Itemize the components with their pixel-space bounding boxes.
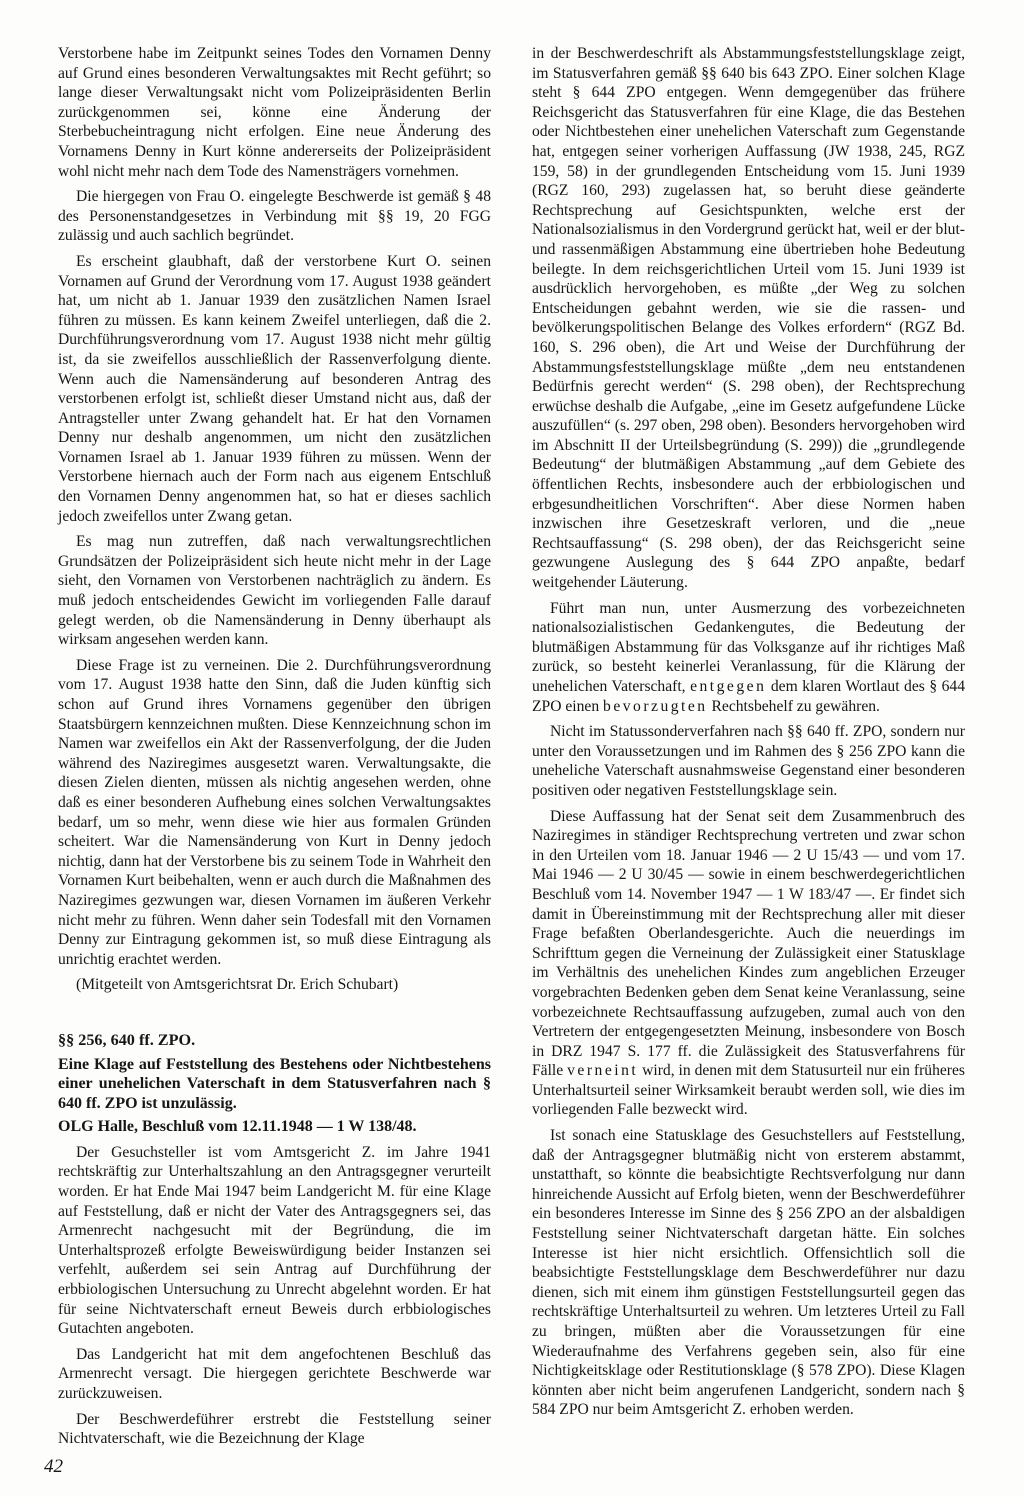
paragraph [532, 807, 965, 1121]
text-run: dem klaren Wortlaut des § 644 ZPO einen [532, 678, 965, 715]
page-number: 42 [44, 1456, 63, 1477]
text-run: Rechtsbehelf zu gewähren. [707, 697, 880, 715]
paragraph: in der Beschwerdeschrift als Abstammungsfeststellungsklage zeigt, im Statusverfahren gemäß §§ 640 bis 643 ZPO. Einer solchen Klage steht § 644 ZPO entgegen. Wenn demgegenüber das frühere Reichsgericht das Statusverfahren für eine Klage, die das Bestehen oder Nichtbestehen einer unehelichen Vaterschaft zum Gegenstande hat, entgegen seiner vorherigen Auffassung (JW 1938, 245, RGZ 159, 58) in der grundlegenden Entscheidung vom 15. Juni 1939 (RGZ 160, 293) zugelassen hat, so beruht diese geänderte Rechtsprechung auf Gesichtspunkten, welche erst der Nationalsozialismus in den Vordergrund gerückt hat, weil er der blut- und rassenmäßigen Abstammung eine übertrieben hohe Bedeutung beilegte. In dem reichsgerichtlichen Urteil vom 15. Juni 1939 ist ausdrücklich hervorgehoben, es müßte „der Weg zu solchen Entscheidungen gebahnt werden, wie sie die rassen- und bevölkerungspolitischen Belange des Volkes erfordern“ (RGZ Bd. 160, S. 296 oben), die Art und Weise der Durchführung der Abstammungsfeststellungsklage müßte „dem neu entstandenen Bedürfnis gerecht werden“ (S. 298 oben), der Rechtsprechung erwüchse deshalb die Aufgabe, „eine im Gesetz aufgefundene Lücke auszufüllen“ (s. 297 oben, 298 oben). Besonders hervorgehoben wird im Abschnitt II der Urteilsbegründung (S. 299)) die „grundlegende Bedeutung“ der blutmäßigen Abstammung „auf dem Gebiete des öffentlichen Rechts, insbesondere auch der erbbiologischen und erbgesundheitlichen Vorschriften“. Aber diese Normen haben inzwischen ihre Gesetzeskraft verloren, und die „neue Rechtsauffassung“ (S. 298 oben), der das Reichsgericht seine gezwungene Auslegung des § 644 ZPO anpaßte, bedarf weitgehender Läuterung. [532, 45, 965, 592]
paragraph: Es mag nun zutreffen, daß nach verwaltungsrechtlichen Grundsätzen der Polizeipräsident sich heute nicht mehr in der Lage sieht, den Vornamen von Verstorbenen nachträglich zu ändern. Es muß jedoch entscheidendes Gewicht im vorliegenden Falle darauf gelegt werden, ob die Namensänderung in Denny überhaupt als wirksam angesehen werden kann. [58, 533, 491, 649]
text-run: Diese Auffassung hat der Senat seit dem Zusammenbruch des Naziregimes in ständiger Rechtsprechung vertreten und zwar schon in den Urteilen vom 18. Januar 1946 — 2 U 15/43 — und vom 17. Mai 1946 — 2 U 30/45 — sowie in einem beschwerdegerichtlichen Beschluß vom 14. November 1947 — 1 W 183/47 —. Er findet sich damit in Übereinstimmung mit der Rechtsprechung aller mit dieser Frage befaßten Oberlandesgerichte. Auch die neuerdings im Schrifttum gegen die Verneinung der Zulässigkeit einer Statusklage im Verhältnis des unehelichen Kindes zum angeblichen Erzeuger vorgebrachten Bedenken geben dem Senat keine Veranlassung, seine vorbezeichnete Rechtsauffassung aufzugeben, zumal auch von den Vertretern der entgegengesetzten Meinung, insbesondere von Bosch in DRZ 1947 S. 177 ff. die Zulässigkeit des Statusverfahrens für Fälle [532, 807, 965, 1080]
paragraph: Es erscheint glaubhaft, daß der verstorbene Kurt O. seinen Vornamen auf Grund der Verordnung vom 17. August 1938 geändert hat, um nicht ab 1. Januar 1939 den zusätzlichen Namen Israel führen zu müssen. Es kann keinem Zweifel unterliegen, daß die 2. Durchführungsverordnung vom 17. August 1938 nicht mehr gültig ist, da sie zweifellos ausschließlich der Rassenverfolgung diente. Wenn auch die Namensänderung auf besonderen Antrag des verstorbenen erfolgt ist, schließt dieser Umstand nicht aus, daß der Antragsteller unter Zwang gehandelt hat. Er hat den Vornamen Denny nur deshalb angenommen, um nicht den zusätzlichen Vornamen Israel ab 1. Januar 1939 führen zu müssen. Wenn der Verstorbene hiernach auch der Form nach aus eigenem Entschluß den Vornamen Denny angenommen hat, so hat er dieses sachlich jedoch zweifellos unter Zwang getan. [58, 252, 491, 525]
paragraph: Nicht im Statussonderverfahren nach §§ 640 ff. ZPO, sondern nur unter den Voraussetzungen und im Rahmen des § 256 ZPO kann die uneheliche Vaterschaft ausnahmsweise Gegenstand einer besonderen positiven oder negativen Feststellungsklage sein. [532, 723, 965, 799]
emphasis-spaced: verneint [567, 1062, 639, 1080]
paragraph: Diese Frage ist zu verneinen. Die 2. Durchführungsverordnung vom 17. August 1938 hatte den Sinn, daß die Juden künftig sich schon auf Grund ihres Vornamens gegenüber den übrigen Staatsbürgern kennzeichnen mußten. Diese Kennzeichnung schon im Namen war zweifellos ein Akt der Rassenverfolgung, der die Juden während des Naziregimes ausgesetzt waren. Verwaltungsakte, die diesen Zielen dienten, müssen als nichtig angesehen werden, ohne daß es einer besonderen Aufhebung eines solchen Verwaltungsaktes bedarf, um so mehr, wenn diese wie hier aus formalen Gründen scheitert. War die Namensänderung von Kurt in Denny jedoch nichtig, dann hat der Verstorbene bis zu seinem Tode in Wahrheit den Vornamen Kurt beibehalten, wenn er auch durch die Maßnahmen des Naziregimes gezwungen war, diesen Vornamen im äußeren Verkehr nicht mehr zu führen. Wenn daher sein Todesfall mit den Vornamen Denny zur Eintragung gekommen ist, so muß diese Eintragung als unrichtig erachtet werden. [58, 656, 491, 968]
paragraph: Verstorbene habe im Zeitpunkt seines Todes den Vornamen Denny auf Grund eines besonderen Verwaltungsaktes mit Recht geführt; so lange dieser Verwaltungsakt nicht vom Polizeipräsidenten Berlin zurückgenommen sei, könne eine Änderung der Sterbebucheintragung nicht erfolgen. Eine neue Änderung des Vornamens Denny in Kurt könne andererseits der Polizeipräsident wohl nicht mehr nach dem Tode des Namensträgers vornehmen. [58, 45, 491, 180]
court-citation: OLG Halle, Beschluß vom 12.11.1948 — 1 W 138/48. [58, 1118, 417, 1136]
paragraph: Der Gesuchsteller ist vom Amtsgericht Z. im Jahre 1941 rechtskräftig zur Unterhaltszahlung an den Antragsgegner verurteilt worden. Er hat Ende Mai 1947 beim Landgericht M. für eine Klage auf Feststellung, daß er nicht der Vater des Antragsgegners sei, das Armenrecht nachgesucht mit der Begründung, die im Unterhaltsprozeß erfolgte Beweiswürdigung beider Instanzen sei verfehlt, außerdem sei sein Antrag auf Durchführung der erbbiologischen Untersuchung zu Unrecht abgelehnt worden. Er hat für seine Nichtvaterschaft erneut Beweis durch erbbiologisches Gutachten angeboten. [58, 1143, 491, 1338]
attribution: (Mitgeteilt von Amtsgerichtsrat Dr. Erich Schubart) [76, 976, 399, 994]
emphasis-spaced: entgegen [690, 678, 767, 695]
text-run: wird, in denen mit dem Statusurteil nur ein früheres Unterhaltsurteil seiner Wirksamkeit beraubt werden soll, wie dies im vorliegenden Falle bezweckt wird. [532, 1062, 965, 1119]
headnote: Eine Klage auf Feststellung des Bestehens oder Nichtbestehens einer unehelichen Vaterschaft in dem Statusverfahren nach § 640 ff. ZPO ist unzulässig. [58, 1055, 491, 1112]
emphasis-spaced: bevorzugten [603, 697, 708, 715]
paragraph: Die hiergegen von Frau O. eingelegte Beschwerde ist gemäß § 48 des Personenstandgesetzes in Verbindung mit §§ 19, 20 FGG zulässig und auch sachlich begründet. [58, 188, 491, 245]
paragraph [532, 599, 965, 717]
left-column [58, 44, 491, 1449]
text-run: Führt man nun, unter Ausmerzung des vorbezeichneten nationalsozialistischen Gedankengutes, die Bedeutung der blutmäßigen Abstammung für das Volksganze auf ihr richtiges Maß zurück, so besteht keinerlei Veranlassung, für die Klärung der unehelichen Vaterschaft, [532, 599, 965, 695]
section-reference: §§ 256, 640 ff. ZPO. [58, 1030, 196, 1049]
decision-heading [58, 1031, 491, 1137]
paragraph: Ist sonach eine Statusklage des Gesuchstellers auf Feststellung, daß der Antragsgegner blutmäßig nicht von ersterem abstammt, unstatthaft, so könnte die beabsichtigte Rechtsverfolgung nur dann hinreichende Aussicht auf Erfolg bieten, wenn der Beschwerdeführer ein besonderes Interesse im Sinne des § 256 ZPO an der alsbaldigen Feststellung seiner Nichtvaterschaft dargetan hätte. Ein solches Interesse ist hier nicht ersichtlich. Offensichtlich soll die beabsichtigte Feststellungsklage dem Beschwerdeführer nur dazu dienen, sich mit einem ihm günstigen Feststellungsurteil gegen das rechtskräftige Unterhaltsurteil zu wehren. Um letzteres Urteil zu Fall zu bringen, müßten aber die Voraussetzungen für eine Wiederaufnahme des Verfahrens gegeben sein, also für eine Nichtigkeitsklage oder Restitutionsklage (§ 578 ZPO). Diese Klagen könnten aber nicht beim angerufenen Landgericht, sondern nach § 584 ZPO nur beim Amtsgericht Z. erhoben werden. [532, 1127, 965, 1419]
right-column [532, 44, 965, 1420]
paragraph: Das Landgericht hat mit dem angefochtenen Beschluß das Armenrecht versagt. Die hiergegen gerichtete Beschwerde war zurückzuweisen. [58, 1345, 491, 1402]
paragraph: Der Beschwerdeführer erstrebt die Feststellung seiner Nichtvaterschaft, wie die Bezeichnung der Klage [58, 1410, 491, 1448]
